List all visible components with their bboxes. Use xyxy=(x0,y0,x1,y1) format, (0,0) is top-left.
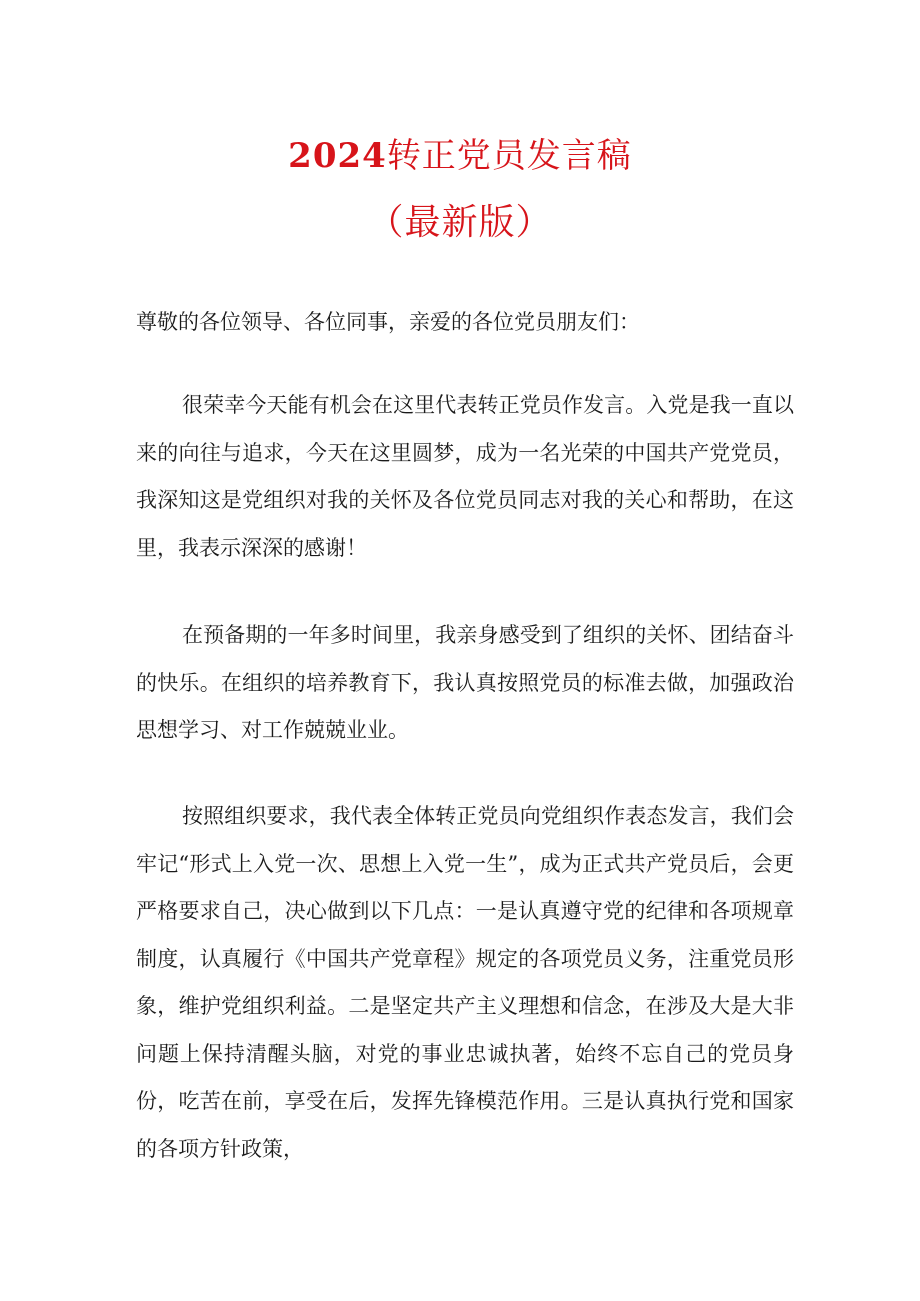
paragraph-2: 在预备期的一年多时间里，我亲身感受到了组织的关怀、团结奋斗的快乐。在组织的培养教育下，我认真按照党员的标准去做，加强政治思想学习、对工作兢兢业业。 xyxy=(136,623,794,742)
paragraph-1: 很荣幸今天能有机会在这里代表转正党员作发言。入党是我一直以来的向往与追求，今天在这里圆梦，成为一名光荣的中国共产党党员，我深知这是党组织对我的关怀及各位党员同志对我的关心和帮助，在这里，我表示深深的感谢！ xyxy=(136,393,794,560)
title-year: 2024 xyxy=(288,136,387,176)
greeting-line: 尊敬的各位领导、各位同事，亲爱的各位党员朋友们： xyxy=(136,310,640,334)
document-title xyxy=(0,128,920,177)
document-subtitle: （最新版） xyxy=(367,202,553,243)
paragraph-3: 按照组织要求，我代表全体转正党员向党组织作表态发言，我们会牢记“形式上入党一次、思想上入党一生”，成为正式共产党员后，会更严格要求自己，决心做到以下几点：一是认真遵守党的纪律和各项规章制度，认真履行《中国共产党章程》规定的各项党员义务，注重党员形象，维护党组织利益。二是坚定共产主义理想和信念，在涉及大是大非问题上保持清醒头脑，对党的事业忠诚执著，始终不忘自己的党员身份，吃苦在前，享受在后，发挥先锋模范作用。三是认真执行党和国家的各项方针政策， xyxy=(136,804,794,1161)
title-text: 转正党员发言稿 xyxy=(386,136,632,176)
